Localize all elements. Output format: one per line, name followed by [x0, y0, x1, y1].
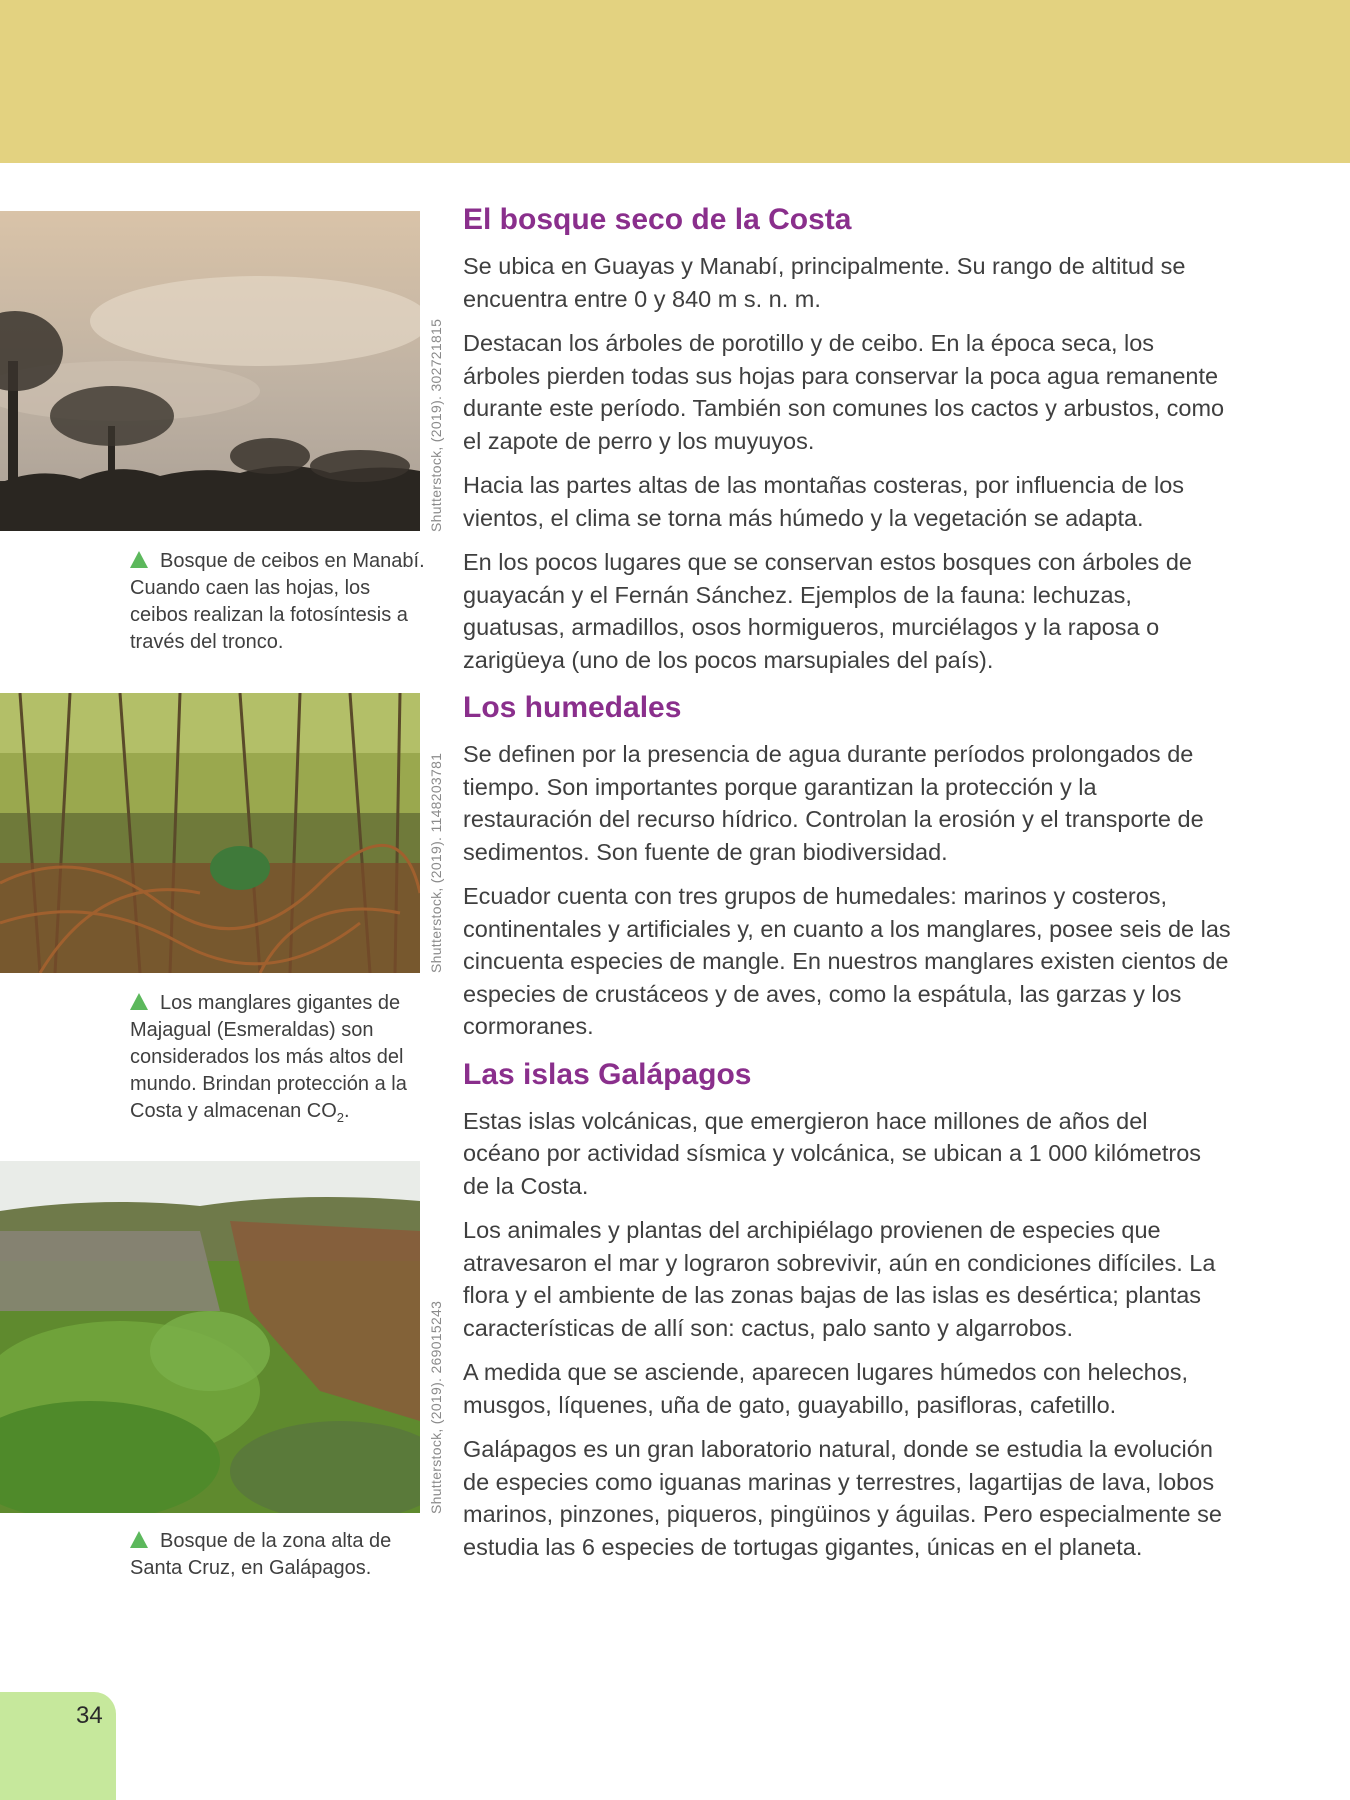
- galapagos-forest-photo: [0, 1161, 420, 1513]
- paragraph: Se ubica en Guayas y Manabí, principalmente. Su rango de altitud se encuentra entre 0 y 840 m s. n. m.: [463, 253, 1186, 312]
- triangle-marker-icon: [130, 993, 148, 1010]
- paragraph: Los animales y plantas del archipiélago provienen de especies que atravesaron el mar y lograron sobrevivir, aún en condiciones difíciles. La flora y el ambiente de las zonas bajas de las islas es desértica; plantas características de allí son: cactus, palo santo y algarrobos.: [463, 1217, 1216, 1341]
- paragraph: Galápagos es un gran laboratorio natural, donde se estudia la evolución de especies como iguanas marinas y terrestres, lagartijas de lava, lobos marinos, pinzones, piqueros, pingüinos y águilas. Pero especialmente se estudia las 6 especies de tortugas gigantes, únicas en el planeta.: [463, 1436, 1222, 1560]
- figure-caption: Bosque de ceibos en Manabí. Cuando caen las hojas, los ceibos realizan la fotosíntesis a través del tronco.: [130, 550, 425, 653]
- section-heading: Los humedales: [463, 691, 682, 724]
- paragraph: Destacan los árboles de porotillo y de ceibo. En la época seca, los árboles pierden todas sus hojas para conservar la poca agua remanente durante este período. También son comunes los cactos y arbustos, como el zapote de perro y los muyuyos.: [463, 330, 1225, 454]
- photo-credit: Shutterstock, (2019). 1148203781: [428, 752, 444, 973]
- paragraph: Estas islas volcánicas, que emergieron hace millones de años del océano por actividad sísmica y volcánica, se ubican a 1 000 kilómetros de la Costa.: [463, 1107, 1202, 1199]
- paragraph: A medida que se asciende, aparecen lugares húmedos con helechos, musgos, líquenes, uña de gato, guayabillo, pasifloras, cafetillo.: [463, 1359, 1189, 1418]
- mangrove-photo: [0, 693, 420, 973]
- dry-forest-photo: [0, 211, 420, 531]
- triangle-marker-icon: [130, 1531, 148, 1548]
- paragraph: Se definen por la presencia de agua durante períodos prolongados de tiempo. Son importantes porque garantizan la protección y la restauración del recurso hídrico. Controlan la erosión y el transporte de sedimentos. Son fuente de gran biodiversidad.: [463, 741, 1204, 865]
- page-number: 34: [76, 1702, 103, 1729]
- paragraph: Hacia las partes altas de las montañas costeras, por influencia de los vientos, el clima se torna más húmedo y la vegetación se adapta.: [463, 472, 1185, 531]
- paragraph: En los pocos lugares que se conservan estos bosques con árboles de guayacán y el Fernán Sánchez. Ejemplos de la fauna: lechuzas, guatusas, armadillos, osos hormigueros, murciélagos y la raposa o zarigüeya (uno de los pocos marsupiales del país).: [463, 549, 1192, 673]
- photo-credit: Shutterstock, (2019). 302721815: [428, 318, 444, 532]
- header-band: [0, 0, 1350, 163]
- section-heading: Las islas Galápagos: [463, 1057, 752, 1091]
- figure-caption: Bosque de la zona alta de Santa Cruz, en Galápagos.: [130, 1530, 392, 1579]
- figure-caption: Los manglares gigantes de Majagual (Esmeraldas) son considerados los más altos del mundo. Brindan protección a la Costa y almacenan $CO_2$.: [130, 992, 407, 1125]
- triangle-marker-icon: [130, 551, 148, 568]
- paragraph: Ecuador cuenta con tres grupos de humedales: marinos y costeros, continentales y artificiales y, en cuanto a los manglares, posee seis de las cincuenta especies de mangle. En nuestros manglares existen cientos de especies de crustáceos y de aves, como la espátula, las garzas y los cormoranes.: [463, 883, 1231, 1039]
- photo-credit: Shutterstock, (2019). 269015243: [428, 1300, 444, 1514]
- section-heading: El bosque seco de la Costa: [463, 203, 852, 236]
- main-content: [463, 200, 1231, 1575]
